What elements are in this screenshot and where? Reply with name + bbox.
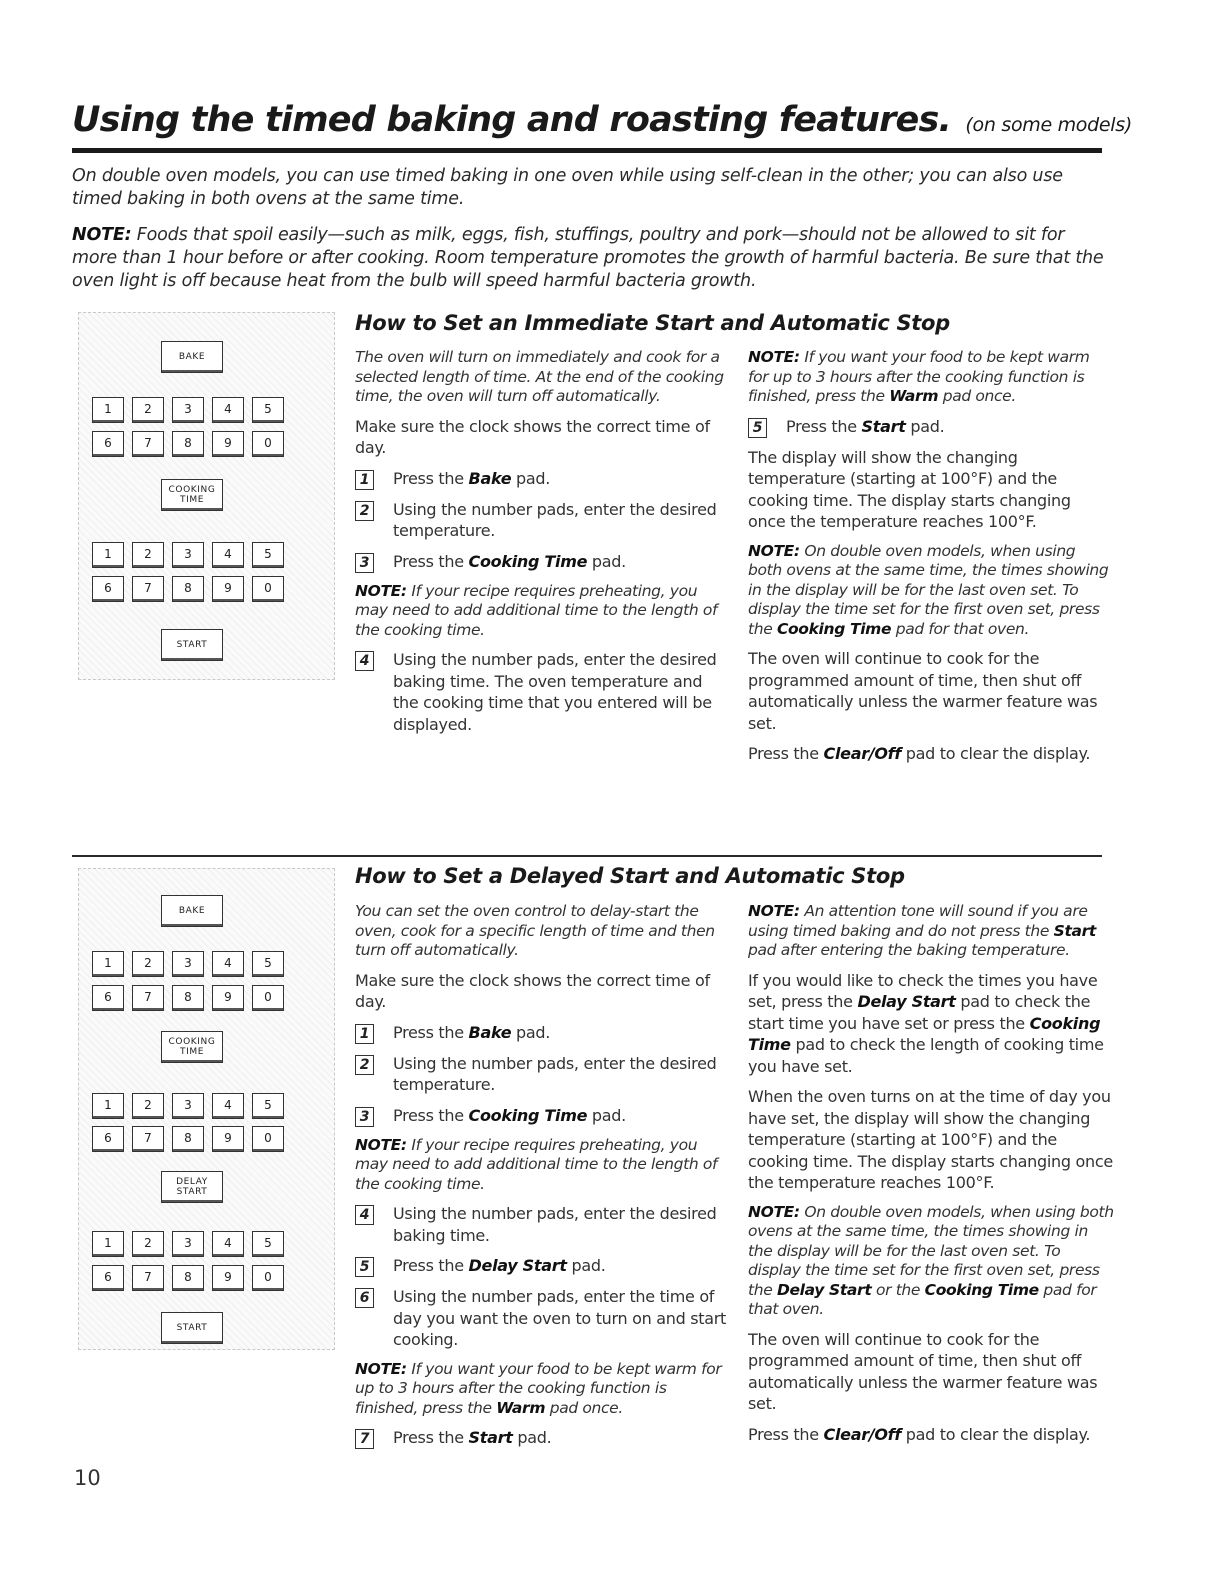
step-number: 1 [355,470,374,490]
step-5 [748,416,1110,438]
number-pad: 8 [172,1265,204,1291]
number-pad: 3 [172,951,204,977]
number-pad: 1 [92,1231,124,1257]
title-rule [72,148,1102,153]
keypad-illustration-delayed [78,868,335,1350]
number-pad: 9 [212,985,244,1011]
number-pad: 9 [212,431,244,457]
number-pad: 2 [132,1231,164,1257]
number-pad: 2 [132,1093,164,1119]
immediate-right-column [748,348,1110,774]
display-info: When the oven turns on at the time of day you have set, the display will show the changing temperature (starting at 100°F) and the cooking time. The display starts changing once the temperature reaches 100°F. [748,1087,1113,1192]
step-1 [355,1022,727,1044]
step-number: 2 [355,501,374,521]
start-pad: START [161,1312,223,1344]
number-pad: 1 [92,951,124,977]
number-pad: 2 [132,397,164,423]
continue-info: The oven will continue to cook for the programmed amount of time, then shut off automatically unless the warmer feature was set. [748,1329,1098,1413]
step-7 [355,1427,727,1449]
step-text: Using the number pads, enter the time of day you want the oven to turn on and start cooking. [393,1287,727,1349]
step-3 [355,1105,727,1127]
step-text: Press the Bake pad. [393,468,551,488]
bake-pad: BAKE [161,895,223,927]
step-text: Press the Cooking Time pad. [393,551,626,571]
warm-note: NOTE: If you want your food to be kept warm for up to 3 hours after the cooking function is finished, press the Warm pad once. [748,348,1090,405]
attention-tone-note: NOTE: An attention tone will sound if you are using timed baking and do not press the Start pad after entering the baking temperature. [748,902,1096,959]
number-pad: 7 [132,431,164,457]
food-safety-note [72,224,1112,293]
number-pad: 5 [252,1093,284,1119]
step-4 [355,649,727,735]
step-number: 7 [355,1429,374,1449]
number-pad: 8 [172,431,204,457]
step-text: Using the number pads, enter the desired temperature. [393,499,717,540]
continue-info: The oven will continue to cook for the programmed amount of time, then shut off automatically unless the warmer feature was set. [748,649,1098,733]
number-pad: 3 [172,397,204,423]
number-pad: 0 [252,1265,284,1291]
immediate-left-column [355,348,727,744]
step-3 [355,551,727,573]
number-pad: 4 [212,951,244,977]
section-intro: You can set the oven control to delay-start the oven, cook for a specific length of time and then turn off automatically. [355,902,715,959]
number-pad: 9 [212,1265,244,1291]
clear-info: Press the Clear/Off pad to clear the display. [748,744,1091,763]
step-1 [355,468,727,490]
step-4 [355,1203,727,1246]
number-pad: 6 [92,576,124,602]
number-pad: 3 [172,542,204,568]
step-2 [355,499,727,542]
number-pad: 7 [132,985,164,1011]
number-pad: 8 [172,1126,204,1152]
double-oven-note: NOTE: On double oven models, when using both ovens at the same time, the times showing in the display will be for the last oven set. To display the time set for the first oven set, press the Cooking Time pad for that oven. [748,541,1109,638]
step-text: Press the Cooking Time pad. [393,1105,626,1125]
step-text: Using the number pads, enter the desired baking time. [393,1204,717,1245]
clear-info: Press the Clear/Off pad to clear the display. [748,1424,1091,1444]
number-pad: 3 [172,1093,204,1119]
step-text: Using the number pads, enter the desired baking time. The oven temperature and the cooking time that you entered will be displayed. [393,650,717,734]
number-pad: 1 [92,397,124,423]
display-info: The display will show the changing temperature (starting at 100°F) and the cooking time. The display starts changing once the temperature reaches 100°F. [748,447,1071,531]
delayed-left-column [355,902,727,1458]
number-pad: 0 [252,1126,284,1152]
warm-note: NOTE: If you want your food to be kept warm for up to 3 hours after the cooking function is finished, press the Warm pad once. [355,1359,722,1417]
step-text: Press the Delay Start pad. [393,1256,606,1275]
number-pad: 0 [252,576,284,602]
page-title [72,100,1132,140]
number-pad: 5 [252,542,284,568]
delayed-right-column [748,902,1116,1454]
number-pad: 7 [132,1265,164,1291]
start-pad: START [161,629,223,661]
clock-reminder: Make sure the clock shows the correct time of day. [355,970,710,1011]
section-intro: The oven will turn on immediately and cook for a selected length of time. At the end of the cooking time, the oven will turn off automatically. [355,348,724,405]
number-pad: 4 [212,542,244,568]
number-pad: 6 [92,985,124,1011]
number-pad: 5 [252,951,284,977]
number-pad: 3 [172,1231,204,1257]
step-number: 5 [748,418,767,438]
section-divider [72,855,1102,857]
step-2 [355,1053,727,1096]
step-text: Press the Start pad. [786,416,945,436]
step-number: 2 [355,1055,374,1075]
clock-reminder: Make sure the clock shows the correct time of day. [355,416,710,457]
number-pad: 5 [252,1231,284,1257]
page-subtitle: (on some models) [965,114,1132,136]
number-pad: 4 [212,1231,244,1257]
number-pad: 9 [212,1126,244,1152]
note-label: NOTE: [72,225,132,245]
number-pad: 6 [92,1126,124,1152]
number-pad: 0 [252,985,284,1011]
step-text: Press the Bake pad. [393,1022,551,1042]
keypad-illustration-immediate [78,312,335,680]
number-pad: 7 [132,1126,164,1152]
step-number: 3 [355,1107,374,1127]
number-pad: 6 [92,431,124,457]
note-text: Foods that spoil easily—such as milk, eggs, fish, stuffings, poultry and pork—should not be allowed to sit for more than 1 hour before or after cooking. Room temperature promotes the growth of harmful bacteria. Be sure that the oven light is off because heat from the bulb will speed harmful bacteria growth. [72,225,1104,291]
preheat-note: NOTE: If your recipe requires preheating, you may need to add additional time to the length of the cooking time. [355,581,718,639]
number-pad: 1 [92,1093,124,1119]
bake-pad: BAKE [161,341,223,373]
immediate-start-heading: How to Set an Immediate Start and Automatic Stop [355,311,950,335]
number-pad: 8 [172,985,204,1011]
step-number: 4 [355,1205,374,1225]
number-pad: 2 [132,542,164,568]
double-oven-note: NOTE: On double oven models, when using both ovens at the same time, the times showing in the display will be for the last oven set. To display the time set for the first oven set, press the Delay Start or the Cooking Time pad for that oven. [748,1202,1114,1318]
check-times-info: If you would like to check the times you have set, press the Delay Start pad to check the start time you have set or press the Cooking Time pad to check the length of cooking time you have set. [748,970,1104,1076]
preheat-note: NOTE: If your recipe requires preheating, you may need to add additional time to the length of the cooking time. [355,1135,718,1193]
number-pad: 4 [212,397,244,423]
step-number: 1 [355,1024,374,1044]
step-number: 4 [355,651,374,671]
title-text: Using the timed baking and roasting features. [72,100,952,140]
number-pad: 7 [132,576,164,602]
number-pad: 8 [172,576,204,602]
cooking-time-pad: COOKING TIME [161,1031,223,1063]
delay-start-pad: DELAY START [161,1171,223,1203]
step-5 [355,1255,727,1277]
number-pad: 2 [132,951,164,977]
intro-paragraph: On double oven models, you can use timed baking in one oven while using self-clean in the other; you can also use timed baking in both ovens at the same time. [72,166,1063,209]
number-pad: 5 [252,397,284,423]
step-number: 5 [355,1257,374,1277]
step-text: Press the Start pad. [393,1428,552,1447]
step-number: 3 [355,553,374,573]
number-pad: 0 [252,431,284,457]
number-pad: 9 [212,576,244,602]
step-6 [355,1286,727,1351]
cooking-time-pad: COOKING TIME [161,479,223,511]
number-pad: 6 [92,1265,124,1291]
number-pad: 1 [92,542,124,568]
step-number: 6 [355,1288,374,1308]
delayed-start-heading: How to Set a Delayed Start and Automatic Stop [355,864,905,888]
number-pad: 4 [212,1093,244,1119]
page-number: 10 [74,1466,101,1490]
step-text: Using the number pads, enter the desired temperature. [393,1053,717,1094]
